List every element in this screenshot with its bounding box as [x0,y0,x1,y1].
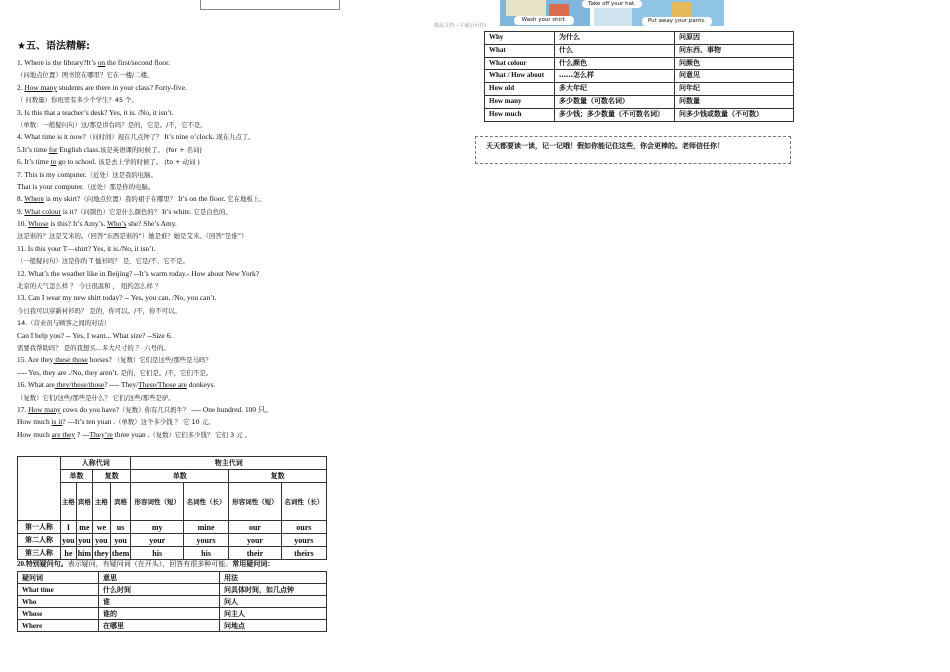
grammar-line [17,354,347,366]
grammar-lines [17,57,347,441]
english-text: three yuan . [112,429,150,439]
header-singular: 单数 [61,470,93,483]
pronoun-cell: you [110,534,131,547]
pronoun-cell: me [76,521,92,534]
english-text: 2. [17,82,25,92]
subheader-cell: 宾格 [76,483,92,521]
grammar-line [17,193,347,205]
question-intro-title: 20.特别疑问句。 [17,560,68,568]
grammar-line [17,330,347,342]
english-text: 10. [17,219,28,229]
question-usage: 问地点 [220,620,327,632]
chinese-gloss: 14.（营业员与顾客之间的对话） [17,319,111,328]
question-usage: 问数量 [675,95,794,108]
question-row [18,620,327,632]
underlined-phrase: They’re [89,429,113,439]
chinese-gloss: 它在地板上。 [225,195,266,204]
chinese-gloss: （问地点位置）我的裙子在哪里？ [80,195,177,204]
underlined-phrase: Whose [27,219,49,229]
question-word: What [485,44,555,57]
pronoun-cell: yours [183,534,228,547]
grammar-line [17,292,347,304]
question-word: What / How about [485,70,555,83]
english-text: is it? [61,206,78,216]
chinese-gloss: （问时间）现在几点钟了？ [85,133,163,142]
chinese-gloss: 该是英语课的时候了。 (for + 名词) [99,145,202,154]
question-word: How many [485,95,555,108]
pronoun-cell: your [229,534,282,547]
question-row [18,608,327,620]
underlined-phrase: these those [53,355,88,365]
grammar-line [17,144,347,156]
question-words-table-2 [484,31,794,122]
pronoun-row [18,534,327,547]
pronoun-cell: his [131,547,184,560]
chinese-gloss: （复数）它们/这些/那些是什么？ 它们/这些/那些是驴。 [17,393,175,402]
top-frame [200,0,340,10]
grammar-line [17,131,347,143]
english-text: 13. Can I wear my new shirt today? -- Yes, you can. /No, you can’t. [17,293,217,303]
question-row [485,83,794,96]
question-meaning: 多大年纪 [555,83,675,96]
english-text: 9. [17,206,25,216]
grammar-line [17,57,347,69]
question-word: Who [18,596,99,608]
question-word: Where [18,620,99,632]
question-meaning: 在哪里 [99,620,220,632]
question-meaning: 为什么 [555,32,675,45]
question-meaning: 多少数量（可数名词） [555,95,675,108]
chinese-gloss: （复数）它们多少钱？ 它们 3 元 。 [149,430,252,439]
english-text: Can I help you? -- Yes, I want... What size? --Size 6. [17,330,173,340]
chinese-gloss: 是的，它们是。/不，它们不是。 [118,368,213,377]
grammar-line [17,69,347,81]
question-word: Why [485,32,555,45]
person-label: 第一人称 [18,521,61,534]
english-text: horses? [87,355,114,365]
question-row [485,32,794,45]
english-text: ---- Yes, they are ./No, they aren’t. [17,367,119,377]
note-box: 天天都要读一读，记一记哦！假如你能记住这些，你会更棒的。老师信任你！ [475,136,791,164]
question-usage: 问东西、事物 [675,44,794,57]
english-text: 16. What are [17,380,55,390]
chinese-gloss: 需要我帮助吗？ 是的我想买...多大尺寸的 ？ 六号的。 [17,343,170,352]
grammar-line [17,255,347,267]
pronoun-cell: ours [281,521,326,534]
english-text: 11. Is this your T—shirt? Yes, it is./No, it isn’t. [17,243,156,253]
question-row [485,95,794,108]
question-word: Whose [18,608,99,620]
underlined-phrase: are they [51,429,76,439]
question-meaning: 什么颜色 [555,57,675,70]
grammar-line [17,367,347,379]
english-text: That is your computer. [17,181,84,191]
pronoun-cell: us [110,521,131,534]
english-text: go to school. [56,157,97,167]
pronoun-cell: our [229,521,282,534]
question-usage: 问人 [220,596,327,608]
person-label: 第二人称 [18,534,61,547]
subheader-cell: 名词性（长） [183,483,228,521]
english-text: It’s nine o’clock. [162,132,215,142]
english-text: donkeys. [186,380,216,390]
grammar-line [17,416,347,428]
grammar-line [17,317,347,329]
question-usage: 问年纪 [675,83,794,96]
question-meaning: 什么时间 [99,584,220,596]
question-intro-bold: 常用疑问词： [232,560,275,568]
english-text: 5.It’s time [17,144,49,154]
question-meaning: 谁 [99,596,220,608]
question-meaning: ……怎么样 [555,70,675,83]
chinese-gloss: 它是白色的。 [191,207,232,216]
english-text: is my skirt? [43,194,81,204]
question-meaning: 多少钱；多少数量（不可数名词） [555,108,675,121]
corner-cell [18,457,61,521]
pronoun-cell: his [183,547,228,560]
underlined-phrase: How many [28,404,61,414]
grammar-line [17,119,347,131]
grammar-line [17,181,347,193]
pronoun-cell: we [93,521,111,534]
grammar-line [17,429,347,441]
question-word: How old [485,83,555,96]
question-row [485,57,794,70]
grammar-line [17,342,347,354]
chinese-gloss: （一般疑问句）这是你的 T 恤衫吗？ 是，它是/不，它不是。 [17,257,189,266]
chinese-gloss: 今日我可以穿新衬衫吗？ 是的，你可以。/不，你不可以。 [17,306,181,315]
chinese-gloss: （复数）它们是这些/那些是马吗？ [113,356,212,365]
subheader-cell: 宾格 [110,483,131,521]
english-text: English class. [57,144,100,154]
caption-left: Wash your shirt. [514,16,574,25]
grammar-line [17,156,347,168]
illustration-strip [494,0,730,30]
chinese-gloss: 该是去上学的时候了。 (to + 动词 ) [96,158,200,167]
chinese-gloss: （远处）那是你的电脑。 [83,182,155,191]
pronoun-cell: yours [281,534,326,547]
english-text: 1. Where is the library?It’s [17,58,98,67]
watermark: 精品文档---下载后可任Ⅰ [434,23,486,29]
english-text: How much [17,417,52,427]
subheader-cell: 名词性（长） [281,483,326,521]
header-plural: 复数 [93,470,131,483]
english-text: 7. This is my computer. [17,169,87,179]
question-meaning: 谁的 [99,608,220,620]
chinese-gloss: （复数）你有几只奶牛？ [119,405,190,414]
underlined-phrase: they/these/those [54,380,105,390]
subheader-cell: 形容词性（短） [131,483,184,521]
english-text: 12. What’s the weather like in Beijing? --It’s warm today.- How about New York? [17,268,259,278]
pronoun-cell: I [61,521,77,534]
grammar-line [17,268,347,280]
english-text: is this? It’s Amy’s. [48,219,108,229]
chinese-gloss: （问地点位置）图书馆在哪里？它在一楼/二楼。 [17,71,154,80]
english-text: cows do you have? [60,404,120,414]
english-text: How much [17,429,52,439]
chinese-gloss: （ 问数量）你班里有多少个学生？45 个。 [17,96,138,105]
pronoun-cell: you [78,535,91,545]
header-singular: 单数 [131,470,229,483]
underlined-phrase: is it [51,417,63,427]
grammar-line [17,169,347,181]
question-word: What colour [485,57,555,70]
header-personal: 人称代词 [61,457,131,470]
section-title: ★五、语法精解: [17,41,90,52]
question-usage: 问颜色 [675,57,794,70]
pronoun-cell: your [131,534,184,547]
english-text: 6. It’s time [17,157,51,167]
english-text: 15. Are they [17,355,54,365]
chinese-gloss: （单数）这个多少钱 ？ 它 10 元。 [115,418,215,427]
pronoun-cell: their [229,547,282,560]
pronoun-row [18,521,327,534]
chinese-gloss: 这是谁的？这是艾米的。（回答“东西是谁的”）她是谁？她是艾米。（回答“是谁”） [17,232,248,241]
grammar-line [17,94,347,106]
english-text: 17. [17,404,29,414]
question-usage: 问具体时间，如几点钟 [220,584,327,596]
english-text: ? ---- They/ [104,380,139,390]
person-label: 第三人称 [18,547,61,560]
grammar-line [17,107,347,119]
header-possessive: 物主代词 [131,457,327,470]
question-row [18,596,327,608]
header-plural: 复数 [229,470,327,483]
english-text: It’s white. [160,206,192,216]
underlined-phrase: Who’s [107,219,127,229]
pronoun-cell: he [61,547,77,560]
header-usage: 用法 [220,572,327,584]
grammar-line [17,404,347,416]
question-row [485,70,794,83]
english-text: 8. [17,194,25,204]
english-text: ? --- [75,429,90,439]
grammar-line [17,305,347,317]
question-word: What time [18,584,99,596]
caption-top: Take off your hat. [582,0,642,8]
subheader-cell: 形容词性（短） [229,483,282,521]
question-row [485,108,794,121]
chinese-gloss: 北京的天气怎么样 ？ 今日很温和 ， 纽约怎么样 ？ [17,282,162,291]
grammar-line [17,392,347,404]
grammar-line [17,206,347,218]
question-usage: 问原因 [675,32,794,45]
english-text: students are there in your class? Forty-five. [57,82,187,92]
question-intro-text: 表示疑问，有疑问词（在开头），回答有很多种可能。 [67,560,233,568]
grammar-line [17,82,347,94]
english-text: the first/second floor. [105,58,170,67]
grammar-line [17,230,347,242]
header-word: 疑问词 [18,572,99,584]
chinese-gloss: （单数：一般疑问句）这/那是讲台吗？是的，它是。/不，它不是。 [17,120,207,129]
english-text: 4. What time is it now? [17,132,86,142]
question-row [18,584,327,596]
header-meaning: 意思 [99,572,220,584]
pronoun-cell: mine [183,521,228,534]
english-text: she? She’s Amy. [126,219,177,229]
subheader-cell: 主格 [61,483,77,521]
question-meaning: 什么 [555,44,675,57]
grammar-section [17,40,347,441]
underlined-phrase: to [50,157,57,167]
pronoun-row [18,547,327,560]
chinese-gloss: 现在九点了。 [214,133,255,142]
grammar-line [17,280,347,292]
grammar-line [17,243,347,255]
underlined-phrase: Where [24,194,44,204]
question-usage: 问多少钱或数量（不可数） [675,108,794,121]
english-text: ? ---It’s ten yuan . [62,417,116,427]
pronoun-cell: my [131,521,184,534]
underlined-phrase: What colour [24,206,61,216]
underlined-phrase: These/Those are [138,380,187,390]
pronoun-table [17,456,327,560]
english-text: ---- One hundred. 100 只。 [189,404,273,414]
pronoun-cell: you [62,535,75,545]
pronoun-cell: them [111,548,130,558]
grammar-line [17,218,347,230]
question-row [485,44,794,57]
question-words-table-1 [17,571,327,632]
question-word: How much [485,108,555,121]
pronoun-cell: you [93,534,111,547]
underlined-phrase: How many [24,82,58,92]
pronoun-cell: him [77,548,92,558]
pronoun-cell: they [94,548,109,558]
chinese-gloss: （近处）这是我的电脑。 [86,170,157,179]
grammar-line [17,379,347,391]
english-text: 3. Is this that a teacher’s desk? Yes, it is. /No, it isn’t. [17,107,174,117]
english-text: It’s on the floor. [176,194,226,204]
question-usage: 问意见 [675,70,794,83]
chinese-gloss: （问颜色）它是什么颜色的？ [77,207,161,216]
question-usage: 问主人 [220,608,327,620]
underlined-phrase: for [48,144,58,154]
caption-right: Put away your pants. [642,17,712,26]
pronoun-cell: theirs [281,547,326,560]
underlined-phrase: on [97,58,106,67]
subheader-cell: 主格 [93,483,111,521]
question-intro [17,559,274,569]
